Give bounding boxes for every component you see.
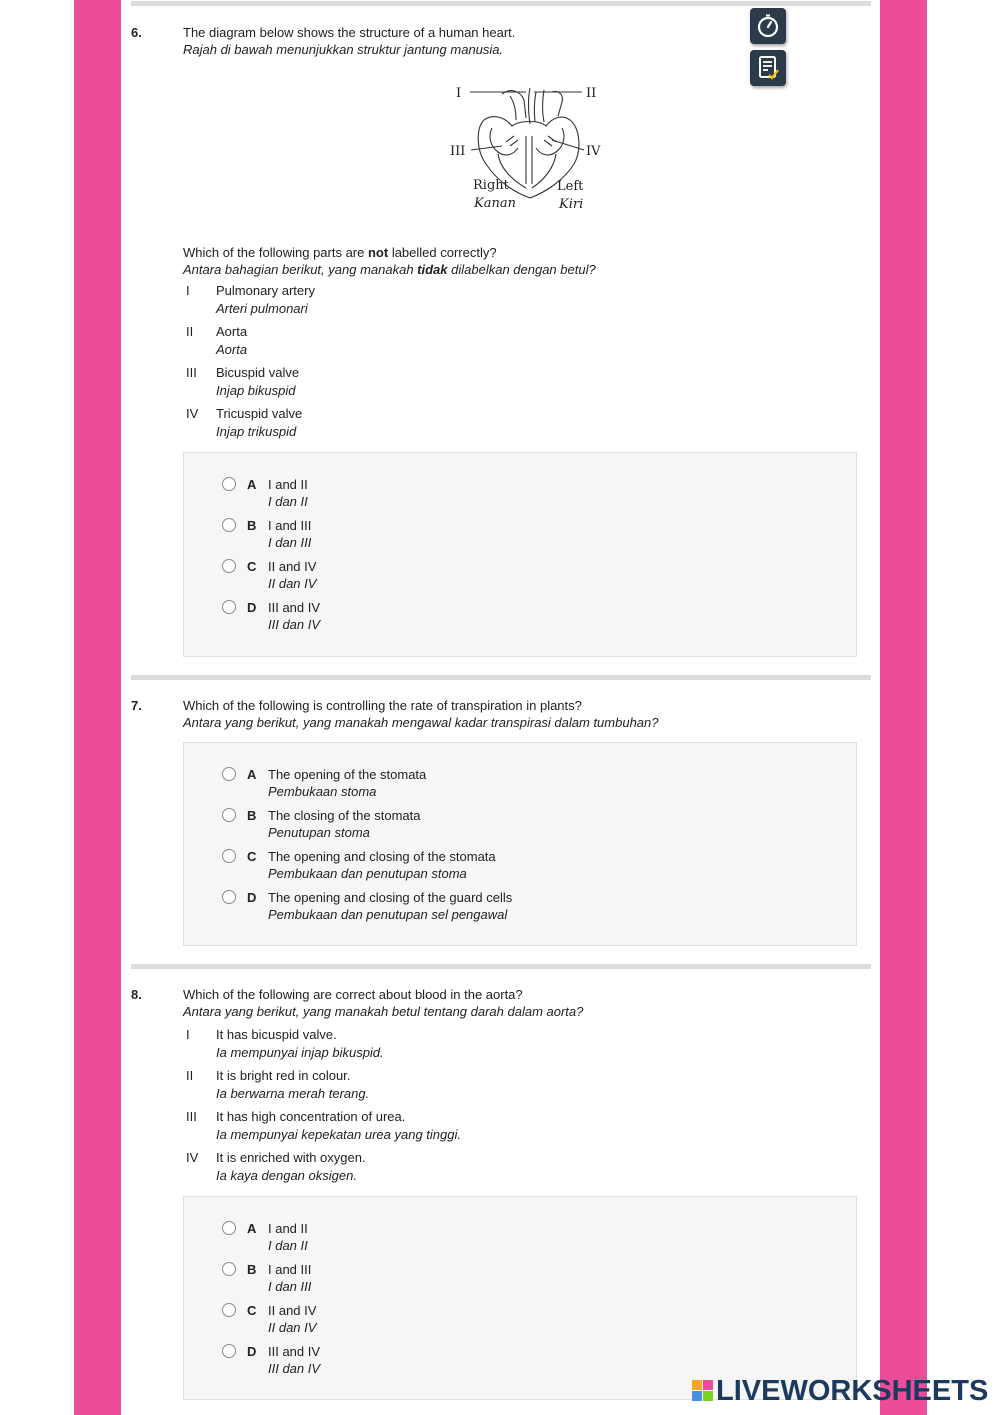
heart-label-kanan: Kanan [474,196,516,211]
question-text-ms: Antara yang berikut, yang manakah betul tentang darah dalam aorta? [183,1004,584,1019]
prompt-ms: Antara bahagian berikut, yang manakah tidak dilabelkan dengan betul? [183,262,596,277]
left-accent-bar [74,0,121,1415]
liveworksheets-logo [692,1375,988,1407]
logo-grid-icon [692,1380,714,1402]
heart-label-II: II [586,86,597,101]
heart-label-kiri: Kiri [559,197,584,212]
radio-button[interactable] [222,1262,236,1276]
answer-sheet-icon [750,50,786,86]
radio-button[interactable] [222,518,236,532]
statement-roman: IV [186,406,199,421]
heart-label-right: Right [473,178,509,193]
statement-roman: III [186,365,197,380]
section-divider [131,1,871,6]
radio-button[interactable] [222,890,236,904]
question-text-ms: Rajah di bawah menunjukkan struktur jantung manusia. [183,42,504,57]
statement-roman: II [186,324,194,339]
statement-roman: I [186,283,190,298]
question-number: 6. [131,25,142,40]
logo-text: LIVEWORKSHEETS [716,1375,989,1407]
question-text-ms: Antara yang berikut, yang manakah mengawal kadar transpirasi dalam tumbuhan? [183,715,659,730]
statement-roman: III [186,1109,197,1124]
question-text-en: Which of the following is controlling the rate of transpiration in plants? [183,698,582,713]
section-divider [131,964,871,969]
radio-button[interactable] [222,1303,236,1317]
timer-icon [750,8,786,44]
right-accent-bar [880,0,927,1415]
radio-button[interactable] [222,559,236,573]
question-text-en: Which of the following are correct about blood in the aorta? [183,987,523,1002]
question-8-text [183,986,583,1020]
radio-button[interactable] [222,808,236,822]
question-6-prompt [183,244,596,278]
question-text-en: The diagram below shows the structure of a human heart. [183,25,516,40]
radio-button[interactable] [222,849,236,863]
radio-button[interactable] [222,767,236,781]
answer-sheet-button[interactable] [750,50,786,86]
statement-roman: I [186,1027,190,1042]
question-number: 7. [131,698,142,713]
heart-label-III: III [450,144,466,159]
radio-button[interactable] [222,600,236,614]
timer-button[interactable] [750,8,786,44]
statement-roman: IV [186,1150,199,1165]
radio-button[interactable] [222,1221,236,1235]
heart-label-IV: IV [586,144,601,159]
question-7-text [183,697,659,731]
statement-roman: II [186,1068,194,1083]
question-6-text [183,24,515,58]
section-divider [131,675,871,680]
radio-button[interactable] [222,477,236,491]
prompt-en: Which of the following parts are not labelled correctly? [183,245,497,260]
heart-label-I: I [456,86,462,101]
radio-button[interactable] [222,1344,236,1358]
label-line-III [471,146,502,150]
heart-label-left: Left [557,179,584,194]
heart-diagram [440,80,620,215]
question-number: 8. [131,987,142,1002]
